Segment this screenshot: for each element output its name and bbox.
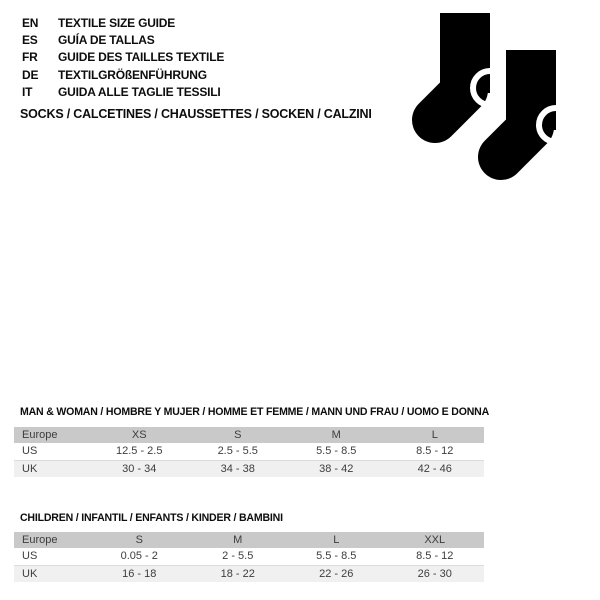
table-header-row <box>14 427 484 443</box>
size-table-children <box>14 532 484 582</box>
size-cell: 2 - 5.5 <box>222 550 254 563</box>
size-cell: 2.5 - 5.5 <box>217 445 258 458</box>
column-header: M <box>233 534 243 546</box>
language-code: IT <box>22 85 33 100</box>
language-row-es <box>22 31 224 48</box>
column-header: S <box>135 534 143 546</box>
language-row-it <box>22 84 224 101</box>
row-label: US <box>22 550 38 563</box>
language-row-fr <box>22 49 224 66</box>
size-cell: 12.5 - 2.5 <box>116 445 163 458</box>
language-label: GUIDA ALLE TAGLIE TESSILI <box>58 85 221 100</box>
size-cell: 8.5 - 12 <box>416 550 454 563</box>
table-title-children: CHILDREN / INFANTIL / ENFANTS / KINDER / BAMBINI <box>20 512 283 524</box>
language-label: TEXTILE SIZE GUIDE <box>58 15 176 30</box>
size-cell: 5.5 - 8.5 <box>316 550 357 563</box>
size-cell: 22 - 26 <box>319 567 354 580</box>
column-header: L <box>333 534 340 546</box>
category-title: SOCKS / CALCETINES / CHAUSSETTES / SOCKEN / CALZINI <box>20 107 372 121</box>
column-header: M <box>331 429 341 441</box>
size-cell: 34 - 38 <box>220 462 255 475</box>
table-row-uk <box>14 460 484 477</box>
language-code: ES <box>22 33 38 48</box>
table-row-us <box>14 443 484 460</box>
size-table-man-woman <box>14 427 484 477</box>
row-label: UK <box>22 567 38 580</box>
size-cell: 16 - 18 <box>122 567 157 580</box>
table-row-us <box>14 548 484 565</box>
language-row-en <box>22 14 224 31</box>
language-code: FR <box>22 50 38 65</box>
language-label: TEXTILGRÖßENFÜHRUNG <box>58 67 207 82</box>
table-row-uk <box>14 565 484 582</box>
table-header-row <box>14 532 484 548</box>
language-label: GUÍA DE TALLAS <box>58 33 155 48</box>
language-row-de <box>22 66 224 83</box>
size-cell: 42 - 46 <box>417 462 452 475</box>
language-list <box>22 14 224 101</box>
size-cell: 30 - 34 <box>122 462 157 475</box>
column-header: Europe <box>22 534 58 546</box>
size-cell: 38 - 42 <box>319 462 354 475</box>
row-label: UK <box>22 462 38 475</box>
size-cell: 18 - 22 <box>220 567 255 580</box>
column-header: XS <box>131 429 147 441</box>
language-code: EN <box>22 15 39 30</box>
column-header: S <box>234 429 242 441</box>
column-header: XXL <box>424 534 446 546</box>
socks-icon <box>410 10 560 182</box>
row-label: US <box>22 445 38 458</box>
language-label: GUIDE DES TAILLES TEXTILE <box>58 50 225 65</box>
size-cell: 8.5 - 12 <box>416 445 454 458</box>
column-header: L <box>431 429 438 441</box>
column-header: Europe <box>22 429 58 441</box>
size-cell: 26 - 30 <box>417 567 452 580</box>
language-code: DE <box>22 67 39 82</box>
table-title-man-woman: MAN & WOMAN / HOMBRE Y MUJER / HOMME ET FEMME / MANN UND FRAU / UOMO E DONNA <box>20 406 490 418</box>
size-cell: 5.5 - 8.5 <box>316 445 357 458</box>
size-cell: 0.05 - 2 <box>120 550 158 563</box>
